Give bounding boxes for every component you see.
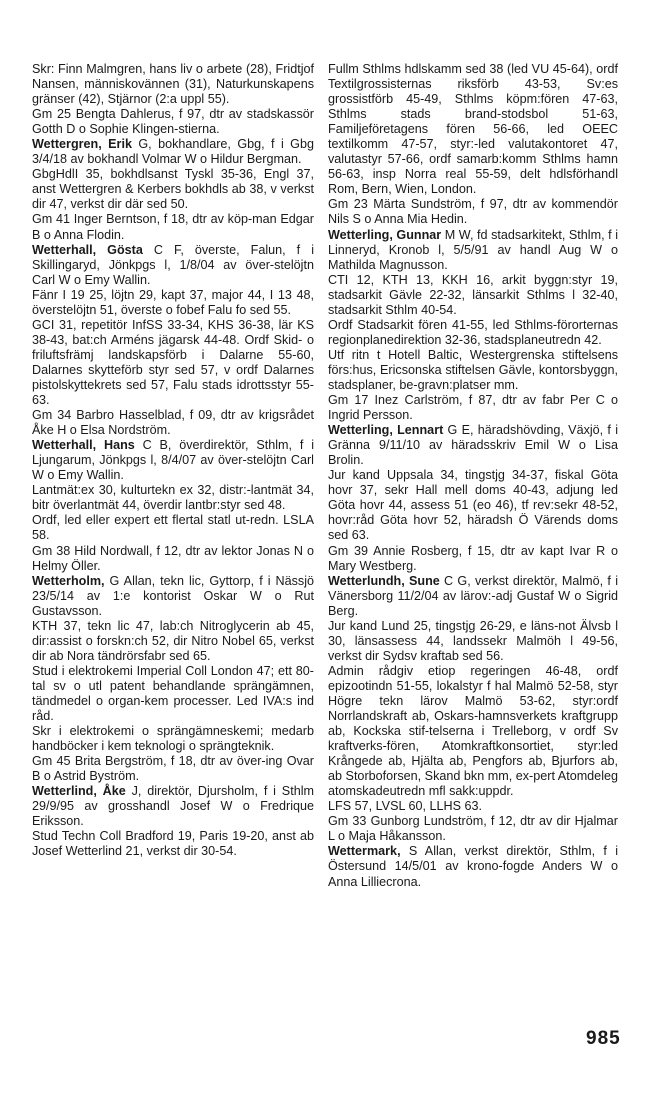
- entry-paragraph: CTI 12, KTH 13, KKH 16, arkit byggn:styr 19, stadsarkit Gävle 22-32, länsarkit Sthlms l 32-40, stadsarkit Sthlm 40-54.: [328, 272, 618, 317]
- entry-name: Wetterhall, Hans: [32, 438, 135, 453]
- entry-paragraph: GCI 31, repetitör InfSS 33-34, KHS 36-38, lär KS 38-43, bat:ch Arméns jägarsk 44-48. Ordf Skid- o friluftsfrämj landskapsförb i Dalarne 55-60, Dalarnes skytteförb styr sed 57, v ordf Dalarnes pistolskyttekrets sed 57, Falu stads idrottsstyr 55-63.: [32, 317, 314, 408]
- entry-name: Wettermark,: [328, 844, 401, 859]
- entry-paragraph: Ordf, led eller expert ett flertal statl ut-redn. LSLA 58.: [32, 513, 314, 543]
- entry-header: [32, 137, 314, 167]
- entry-paragraph: GbgHdlI 35, bokhdlsanst Tyskl 35-36, Engl 37, anst Wettergren & Kerbers bokhdls ab 38, v verkst dir 47, verkst dir där sed 50.: [32, 167, 314, 212]
- entry-summary: M W, fd stadsarkitekt, Sthlm, f i Linneryd, Kronob l, 5/5/91 av handl Aug W o Mathilda Magnusson.: [328, 227, 618, 272]
- entry-summary: C B, överdirektör, Sthlm, f i Ljungarum, Jönkpgs l, 8/4/07 av över-stelöjtn Carl W o Emy Wallin.: [32, 438, 314, 483]
- biography-entry: [32, 137, 314, 242]
- biography-entry: [32, 784, 314, 859]
- entry-name: Wetterling, Lennart: [328, 423, 444, 438]
- entry-paragraph: Gm 33 Gunborg Lundström, f 12, dtr av dir Hjalmar L o Maja Håkansson.: [328, 814, 618, 844]
- entry-paragraph: Gm 41 Inger Berntson, f 18, dtr av köp-man Edgar B o Anna Flodin.: [32, 212, 314, 242]
- entry-summary: C G, verkst direktör, Malmö, f i Vänersborg 11/2/04 av lärov:-adj Gustaf W o Sigrid Berg.: [328, 573, 618, 618]
- entry-paragraph: KTH 37, tekn lic 47, lab:ch Nitroglycerin ab 45, dir:assist o forskn:ch 52, dir Nitro Nobel 65, verkst dir ab Nora tändrörsfabr sed 65.: [32, 618, 314, 663]
- biography-entry: [32, 62, 314, 137]
- biography-entry: [32, 243, 314, 439]
- entry-name: Wettergren, Erik: [32, 137, 132, 152]
- biography-entry: [32, 438, 314, 573]
- entry-name: Wetterling, Gunnar: [328, 227, 442, 242]
- entry-paragraph: Admin rådgiv etiop regeringen 46-48, ordf epizootindn 51-55, lokalstyr f hal Malmö 52-58, styr Högre tekn lärov Malmö 53-62, styr:ordf Norrlandskraft ab, Oskars-hamnsverkets kraftgrupp ab, Kockska stif-telserna i Trelleborg, v ordf Sv kraftverks-fören, Atomkraftkonsortiet, styr:led Krångede ab, Hjälta ab, Pengfors ab, Bjurfors ab, ab Storboforsen, Skand bkn mm, ex-pert Atomdeleg atomskadeutredn mfl sakk:uppdr.: [328, 663, 618, 799]
- entry-paragraph: LFS 57, LVSL 60, LLHS 63.: [328, 799, 483, 814]
- entry-paragraph: Gm 23 Märta Sundström, f 97, dtr av kommendör Nils S o Anna Mia Hedin.: [328, 197, 618, 227]
- entry-header: [328, 844, 618, 889]
- biography-entry: [328, 844, 618, 889]
- entry-header: [328, 574, 618, 619]
- entry-summary: J, direktör, Djursholm, f i Sthlm 29/9/95 av grosshandl Josef W o Fredrique Eriksson.: [32, 784, 314, 829]
- entry-paragraph: Gm 39 Annie Rosberg, f 15, dtr av kapt Ivar R o Mary Westberg.: [328, 543, 618, 573]
- entry-name: Wetterlundh, Sune: [328, 573, 440, 588]
- entry-paragraph: Gm 25 Bengta Dahlerus, f 97, dtr av stadskassör Gotth D o Sophie Klingen-stierna.: [32, 107, 314, 137]
- biography-entry: [32, 574, 314, 785]
- right-column: [328, 62, 618, 890]
- entry-header: [32, 438, 314, 483]
- entry-summary: G Allan, tekn lic, Gyttorp, f i Nässjö 23/5/14 av 1:e kontorist Oskar W o Rut Gustavsson.: [32, 573, 314, 618]
- entry-summary: C F, överste, Falun, f i Skillingaryd, Jönkpgs l, 1/8/04 av över-stelöjtn Carl W o Emy Wallin.: [32, 242, 315, 287]
- entry-paragraph: Gm 17 Inez Carlström, f 87, dtr av fabr Per C o Ingrid Persson.: [328, 393, 618, 423]
- left-column: [32, 62, 314, 859]
- entry-paragraph: Stud Techn Coll Bradford 19, Paris 19-20, anst ab Josef Wetterlind 21, verkst dir 30-54.: [32, 829, 314, 859]
- entry-paragraph: Fullm Sthlms hdlskamm sed 38 (led VU 45-64), ordf Textilgrossisternas riksförb 43-53, Sv:es grossistförb 45-49, Sthlms köpm:fören 47-63, Sthlms stads brand-stodsbol 51-63, Familjeföretagens fören 56-66, led OEEC textilkomm 47-57, styr:-led valutakontoret 47, valutastyr 57-66, ordf samarb:komm Sthlms hamn 56-63, insp Norra real 55-59, delt hdlsförhandl Rom, Bern, Wien, London.: [328, 62, 618, 197]
- biography-entry: [328, 423, 618, 573]
- entry-name: Wetterlind, Åke: [32, 784, 126, 799]
- entry-paragraph: Stud i elektrokemi Imperial Coll London 47; ett 80-tal sv o utl patent behandlande sprängämnen, tändmedel o organ-kem processer. Led IVA:s ind råd.: [32, 663, 314, 724]
- entry-paragraph: Lantmät:ex 30, kulturtekn ex 32, distr:-lantmät 34, bitr överlantmät 44, överdir lantbr:styr sed 48.: [32, 483, 314, 513]
- entry-paragraph: Jur kand Lund 25, tingstjg 26-29, e läns-not Älvsb l 30, länsassess 44, landssekr Malmöh l 49-56, verkst dir Sydsv kraftab sed 56.: [328, 618, 618, 663]
- entry-name: Wetterholm,: [32, 573, 105, 588]
- entry-summary: S Allan, verkst direktör, Sthlm, f i Östersund 14/5/01 av krono-fogde Anders W o Anna Lilliecrona.: [328, 844, 618, 889]
- biography-entry: [328, 228, 618, 424]
- entry-paragraph: Gm 34 Barbro Hasselblad, f 09, dtr av krigsrådet Åke H o Elsa Nordström.: [32, 408, 314, 438]
- entry-paragraph: Gm 45 Brita Bergström, f 18, dtr av över-ing Ovar B o Astrid Byström.: [32, 754, 314, 784]
- entry-paragraph: Ordf Stadsarkit fören 41-55, led Sthlms-förorternas regionplanedirektion 32-36, stadsplaneutredn 42.: [328, 317, 618, 347]
- entry-name: Wetterhall, Gösta: [32, 242, 143, 257]
- entry-header: [32, 243, 314, 288]
- entry-header: [32, 574, 314, 619]
- entry-summary: G E, häradshövding, Växjö, f i Gränna 9/11/10 av häradsskriv Emil W o Lisa Brolin.: [328, 423, 618, 468]
- entry-paragraph: Skr: Finn Malmgren, hans liv o arbete (28), Fridtjof Nansen, människovännen (31), Naturkunskapens gränser (42), Stjärnor (2:a uppl 55).: [32, 62, 314, 107]
- entry-paragraph: Gm 38 Hild Nordwall, f 12, dtr av lektor Jonas N o Helmy Öller.: [32, 543, 314, 573]
- biography-entry: [328, 62, 618, 228]
- entry-header: [328, 423, 618, 468]
- page-number: 985: [586, 1028, 621, 1049]
- entry-paragraph: Utf ritn t Hotell Baltic, Westergrenska stiftelsens förs:hus, Ericsonska stiftelsen Gävle, kontorsbyggn, stadsplaner, be-gravn:platser mm.: [328, 347, 618, 392]
- entry-header: [32, 784, 314, 829]
- biography-entry: [328, 574, 618, 845]
- entry-paragraph: Skr i elektrokemi o sprängämneskemi; medarb handböcker i kem teknologi o sprängteknik.: [32, 724, 314, 754]
- entry-header: [328, 228, 618, 273]
- entry-paragraph: Jur kand Uppsala 34, tingstjg 34-37, fiskal Göta hovr 37, sekr Hall mell doms 40-43, adjung led Göta hovr 44, assess 51 (eo 46), tf rev:sekr 48-52, hovr:råd Göta hovr 52, häradsh Ö Värends doms sed 63.: [328, 468, 618, 543]
- entry-summary: G, bokhandlare, Gbg, f i Gbg 3/4/18 av bokhandl Volmar W o Hildur Bergman.: [32, 137, 314, 167]
- entry-paragraph: Fänr I 19 25, löjtn 29, kapt 37, major 44, I 13 48, överstelöjtn 51, överste o fobef Falu fo sed 55.: [32, 287, 314, 317]
